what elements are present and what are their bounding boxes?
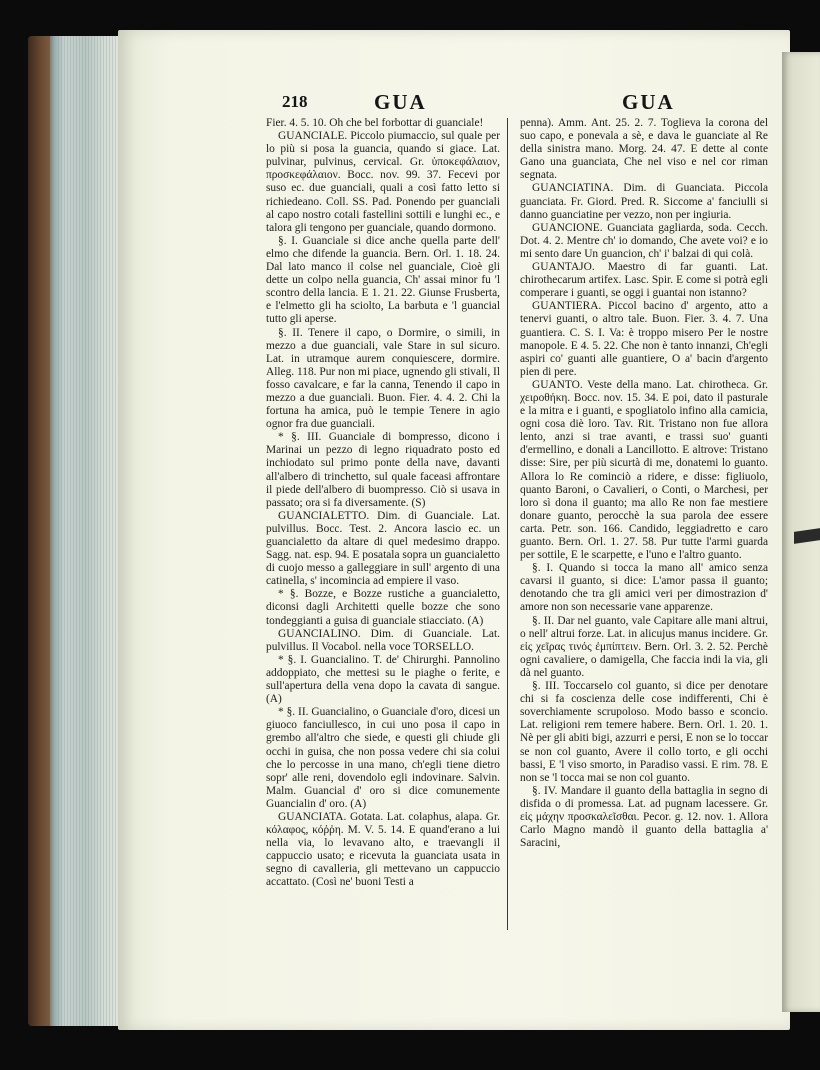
dictionary-entry: GUANTIERA. Piccol bacino d' argento, atto a tenervi guanti, o altro tale. Buon. Fier. 3. 4. 7. Una guantiera. C. S. I. Va: è troppo misero Per le nostre manopole. E 4. 5. 22. Che non è tanto innanzi, Ch'egli aspiri co' guanti alle guantiere, O a' bacin d'argento pien di pere. (520, 300, 768, 378)
dictionary-entry: GUANCIATINA. Dim. di Guanciata. Piccola guanciata. Fr. Giord. Pred. R. Siccome a' fanciulli si danno guanciatine per vezzo, non per ingiuria. (520, 182, 768, 221)
dictionary-entry: * §. II. Guancialino, o Guanciale d'oro, dicesi un giuoco fanciullesco, in cui uno posa il capo in grembo all'altro che siede, e questi gli chiude gli occhi in guisa, che non possa vedere chi sia colui che lo percosse in una mano, ch'egli tiene dietro sopr' alle reni, dovendolo egli indovinare. Salvin. Malm. Guancial d' oro si dice comunemente Guancialin d' oro. (A) (266, 706, 500, 810)
dictionary-entry: GUANCIALINO. Dim. di Guanciale. Lat. pulvillus. Il Vocabol. nella voce TORSELLO. (266, 627, 500, 653)
dictionary-entry: GUANCIATA. Gotata. Lat. colaphus, alapa. Gr. κόλαφος, κόῤῥη. M. V. 5. 14. E quand'erano a lui nella via, lo levavano alto, e traevangli il cappuccio usato; e ricevuta la guanciata usata in segno di cavalleria, gli mettevano un cappuccio accattato. (Così ne' buoni Testi a (266, 810, 500, 889)
column-divider (507, 118, 508, 930)
dictionary-entry: §. II. Dar nel guanto, vale Capitare alle mani altrui, o nell' altrui forze. Lat. in alicujus manus incidere. Gr. εἰς χεῖρας τινός ἐμπίπτειν. Bern. Orl. 3. 2. 52. Perchè ogni cavaliere, o damigella, Che faccia indi la via, gli dà nel guanto. (520, 614, 768, 679)
dictionary-entry: §. I. Quando si tocca la mano all' amico senza cavarsi il guanto, si dice: L'amor passa il guanto; denotando che tra gli amici veri per dimostrazion d' amore non son necessarie vane apparenze. (520, 562, 768, 614)
dictionary-entry: penna). Amm. Ant. 25. 2. 7. Toglieva la corona del suo capo, e ponevala a sè, e dava le guanciate al Re della sinistra mano. Morg. 24. 47. E dette al conte Gano una guanciata, Che nel viso e nel cor riman segnata. (520, 117, 768, 182)
dictionary-entry: §. III. Toccarselo col guanto, si dice per denotare chi si fa coscienza delle cose indifferenti, Chi è soverchiamente scrupoloso. Modo basso e sconcio. Lat. religioni rem temere habere. Bern. Orl. 1. 20. 1. Nè per gli abiti bigi, azzurri e persi, E non se lo toccar se non col guanto, Avere il collo torto, e gli occhi bassi, E 'l viso smorto, in Paradiso vassi. E rim. 78. E non se 'l tocca mai se non col guanto. (520, 680, 768, 784)
running-headword-left: GUA (374, 90, 427, 114)
dictionary-entry: §. II. Tenere il capo, o Dormire, o simili, in mezzo a due guanciali, vale Stare in sul sicuro. Lat. in utramque aurem conquiescere, dormire. Alleg. 118. Pur non mi piace, ugnendo gli stivali, Il fosso cavalcare, e far la canna, Tenendo il capo in mezzo a due guanciali. Buon. Fier. 4. 4. 2. Chi la fortuna ha amica, può le tempie Tenere in agio ognor fra due guanciali. (266, 326, 500, 431)
page-number: 218 (282, 92, 308, 111)
dictionary-entry: * §. I. Guancialino. T. de' Chirurghi. Pannolino addoppiato, che mettesi su le piaghe o ferite, e sull'apertura della vena dopo la cavata di sangue. (A) (266, 653, 500, 706)
running-headword-right: GUA (622, 90, 675, 114)
right-column (520, 117, 768, 937)
dictionary-entry: §. I. Guanciale si dice anche quella parte dell' elmo che difende la guancia. Bern. Orl. 1. 18. 24. Dal lato manco il colse nel guanciale, Cioè gli dette un colpo nella guancia, Ch' assai minor fu 'l scontro della lancia. E 1. 21. 22. Giunse Frusberta, e l'elmetto gli ha sciolto, La barbuta e 'l guancial tutto gli aperse. (266, 234, 500, 326)
dictionary-entry: §. IV. Mandare il guanto della battaglia in segno di disfida o di promessa. Lat. ad pugnam lacessere. Gr. εἰς μάχην προσκαλεῖσθαι. Pecor. g. 12. nov. 1. Allora Carlo Magno mandò il guanto della battaglia a' Saracini, (520, 784, 768, 850)
dictionary-entry: GUANCIONE. Guanciata gagliarda, soda. Cecch. Dot. 4. 2. Mentre ch' io domando, Che avete voi? e io mi sento dare Un guancion, ch' i' balzai di qui colà. (520, 221, 768, 260)
dictionary-entry: GUANTO. Veste della mano. Lat. chirotheca. Gr. χειροθήκη. Bocc. nov. 15. 34. E poi, dato il pasturale e la mitra e i guanti, e spogliatolo infino alla camicia, ogni cosa diè loro. Tav. Rit. Tristano non fue allora lento, anzi si trae avanti, e trassi suo' guanti d'ermellino, e donali a Lancillotto. E altrove: Tristano disse: Sire, per più sicurtà di me, donatemi lo guanto. Allora lo Re cominciò a ridere, e disse: figliuolo, quanto Baroni, o Cavalieri, o Conti, o Marchesi, per loro sì dona il guanto; ma allo Re non fae mestiere donare guanto, perocchè la sua parola dee essere carta. Petr. son. 166. Candido, leggiadretto e caro guanto. Bern. Orl. 1. 27. 58. Pur tutte l'armi guarda per sottile, E le scarpette, e l'uno e l'altro guanto. (520, 378, 768, 562)
dictionary-entry: Fier. 4. 5. 10. Oh che bel forbottar di guanciale! (266, 117, 484, 129)
page-header (282, 92, 762, 120)
book-page-edges (28, 36, 124, 1026)
dictionary-entry: * §. III. Guanciale di bompresso, dicono i Marinai un pezzo di legno riquadrato posto ed inchiodato sul primo ponte della nave, davanti all'albero di trinchetto, sul quale faceasi affrontare il piede dell'albero di buompresso. Ciò si usava in passato; ora si fa diversamente. (S) (266, 431, 500, 509)
left-column (266, 117, 500, 937)
dictionary-entry: GUANCIALE. Piccolo piumaccio, sul quale per lo più si posa la guancia, quando si giace. Lat. pulvinar, pulvinus, cervical. Gr. ὑποκεφάλαιον, προσκεφάλαιον. Bocc. nov. 99. 37. Fecevi por suso ec. due guanciali, quali a così fatto letto si richiedeano. Coll. SS. Pad. Ponendo per guanciali al capo nostro cotali fastellini sottili e lunghi ec., e talora gli tengono per guanciale, quando dormono. (266, 130, 500, 234)
dictionary-entry: GUANCIALETTO. Dim. di Guanciale. Lat. pulvillus. Bocc. Test. 2. Ancora lascio ec. un guancialetto da altare di quel medesimo drappo. Sagg. nat. esp. 94. E posatala sopra un guancialetto di cuojo messo a galleggiare in sull' argento di una catinella, s' incomincia ad empiere il vaso. (266, 509, 500, 588)
dictionary-entry: GUANTAJO. Maestro di far guanti. Lat. chirothecarum artifex. Lasc. Spir. E come si potrà egli comperare i guanti, se oggi i guantai non istanno? (520, 261, 768, 300)
dictionary-entry: * §. Bozze, e Bozze rustiche a guancialetto, diconsi dagli Architetti quelle bozze che sono tondeggianti a guisa di guanciale stiacciato. (A) (266, 588, 500, 627)
